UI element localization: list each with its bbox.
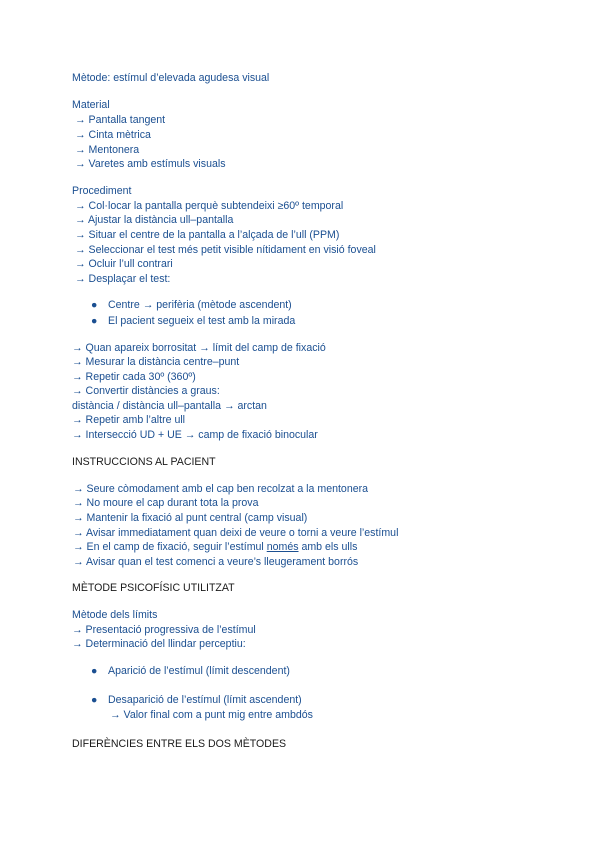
bullet-icon: ● [91,299,98,311]
page-title: Mètode: estímul d’elevada agudesa visual [72,72,270,84]
psicofisic-heading: MÈTODE PSICOFÍSIC UTILITZAT [72,582,235,594]
bullet-text: Desaparició de l’estímul (límit ascendent) [108,694,302,706]
bullet-icon: ● [91,665,98,677]
procediment-step: → Mesurar la distància centre–punt [72,356,240,368]
material-item: → Mentonera [75,144,140,156]
bullet-text: Centre → perifèria (mètode ascendent) [108,299,292,311]
instruccions-heading: INSTRUCCIONS AL PACIENT [72,456,216,468]
instruccions-item: → No moure el cap durant tota la prova [73,497,259,509]
procediment-bullet [91,315,295,328]
procediment-bullet [91,299,292,312]
procediment-step: → Repetir cada 30º (360º) [72,371,196,383]
material-item: → Pantalla tangent [75,114,166,126]
instruccions-item [73,541,357,554]
procediment-step: → Ajustar la distància ull–pantalla [75,214,234,226]
diferencies-heading: DIFERÈNCIES ENTRE ELS DOS MÈTODES [72,738,287,750]
instruccions-item-text: amb els ulls [298,541,358,553]
underlined-word: només [266,541,299,553]
material-item: → Cinta mètrica [75,129,151,141]
procediment-step: → Desplaçar el test: [75,273,171,285]
instruccions-item: → Avisar quan el test comenci a veure’s lleugerament borrós [73,556,359,568]
instruccions-item: → Avisar immediatament quan deixi de veure o torni a veure l’estímul [73,527,399,539]
instruccions-item: → Mantenir la fixació al punt central (camp visual) [73,512,308,524]
psicofisic-bullet [91,665,290,678]
procediment-step: → Quan apareix borrositat → límit del camp de fixació [72,342,326,354]
procediment-step: → Ocluir l’ull contrari [75,258,173,270]
procediment-step: → Seleccionar el test més petit visible nítidament en visió foveal [75,244,376,256]
bullet-text: Aparició de l’estímul (límit descendent) [108,665,290,677]
psicofisic-subheading: Mètode dels límits [72,609,158,621]
procediment-formula: distància / distància ull–pantalla → arctan [72,400,267,412]
procediment-step: → Col·locar la pantalla perquè subtendeixi ≥60º temporal [75,200,344,212]
instruccions-item: → Seure còmodament amb el cap ben recolzat a la mentonera [73,483,369,495]
procediment-step: → Convertir distàncies a graus: [72,385,220,397]
procediment-heading: Procediment [72,185,132,197]
material-heading: Material [72,99,110,111]
psicofisic-item: → Presentació progressiva de l’estímul [72,624,256,636]
psicofisic-subitem: → Valor final com a punt mig entre ambdós [110,709,313,721]
psicofisic-item: → Determinació del llindar perceptiu: [72,638,246,650]
procediment-step: → Situar el centre de la pantalla a l’alçada de l’ull (PPM) [75,229,340,241]
bullet-text: El pacient segueix el test amb la mirada [108,315,296,327]
bullet-icon: ● [91,315,98,327]
bullet-icon: ● [91,694,98,706]
procediment-step: → Repetir amb l’altre ull [72,414,186,426]
instruccions-item-text: → En el camp de fixació, seguir l’estímul [73,541,267,553]
psicofisic-bullet [91,694,302,707]
material-item: → Varetes amb estímuls visuals [75,158,226,170]
procediment-step: → Intersecció UD + UE → camp de fixació binocular [72,429,318,441]
